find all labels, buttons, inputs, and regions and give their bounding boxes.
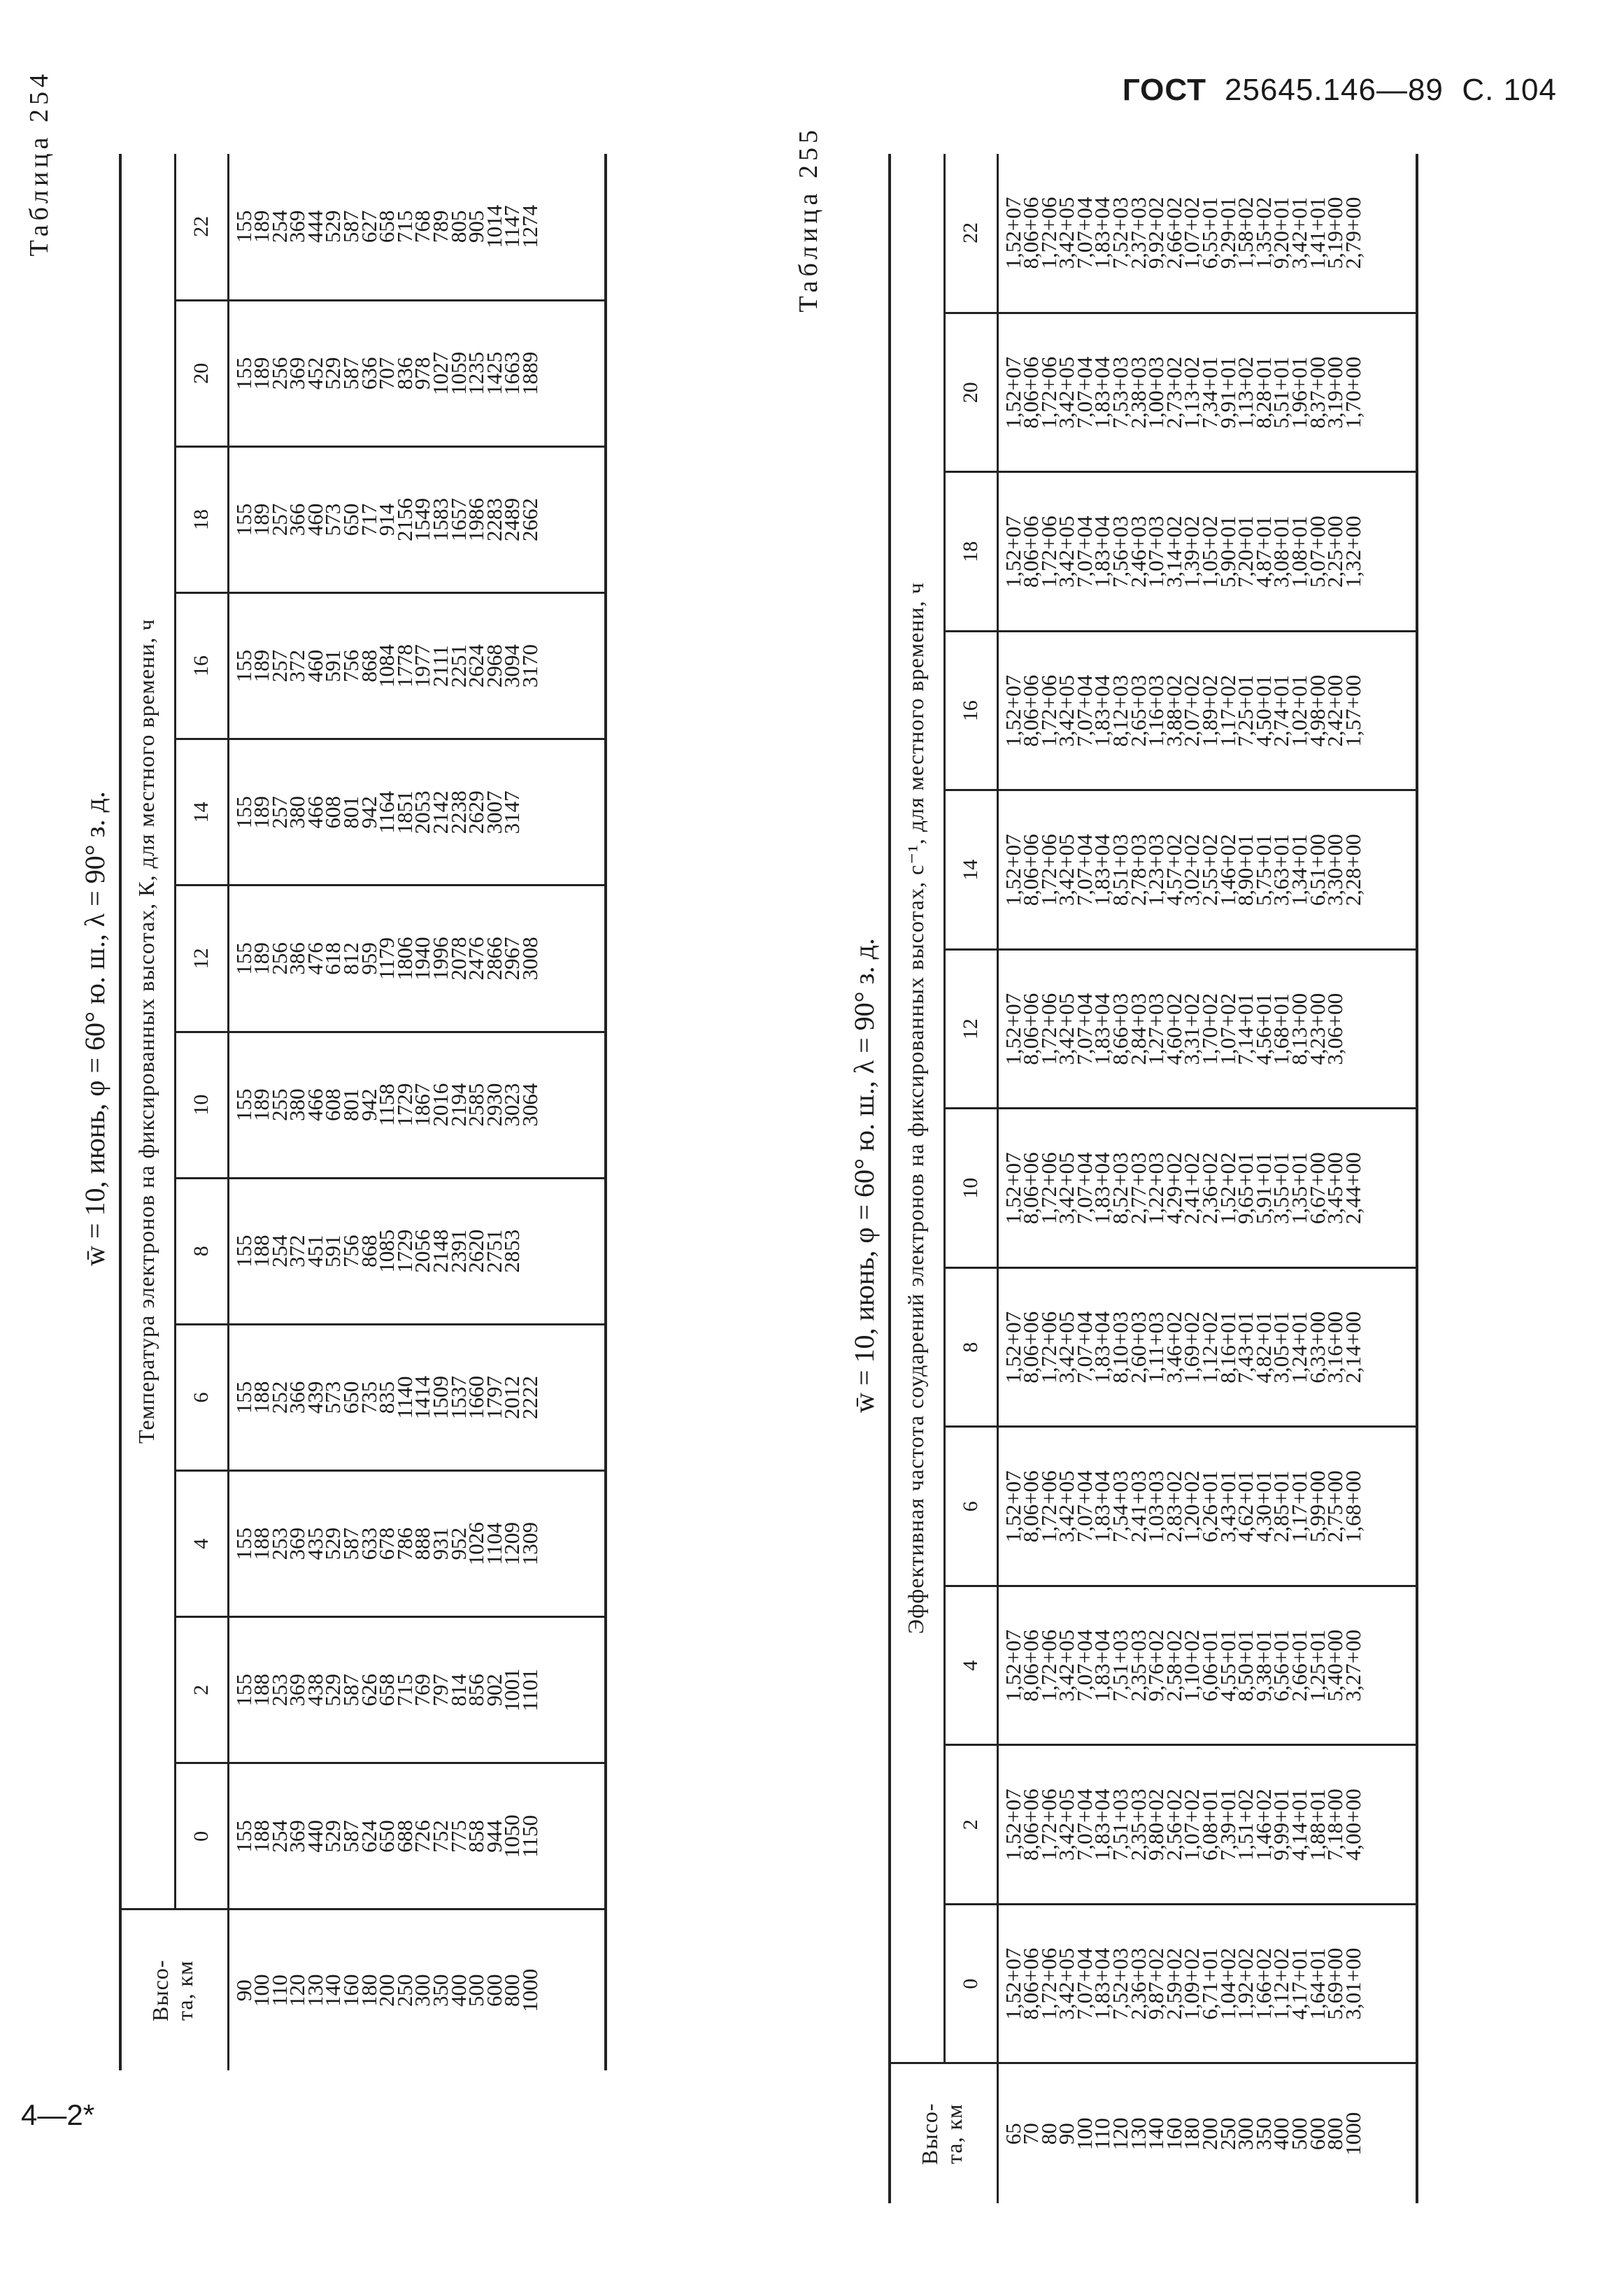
hour-header: 0 — [944, 1905, 997, 2064]
value-column: 1,52+07 8,06+06 1,72+06 3,42+05 7,07+04 1,83+04 7,51+03 2,35+03 9,76+02 2,58+02 1,10+02 6,06+01 4,55+01 8,50+01 9,38+01 6,56+01 2,66+01 1,25+01 5,40+00 3,27+00 — [997, 1586, 1417, 1746]
table-title: Температура электронов на фиксированных высотах, К, для местного времени, ч — [119, 154, 175, 1909]
hour-header: 20 — [175, 300, 228, 446]
value-column: 1,52+07 8,06+06 1,72+06 3,42+05 7,07+04 1,83+04 7,54+03 2,41+03 1,03+03 2,83+02 1,20+02 6,26+01 3,43+01 4,62+01 4,30+01 2,85+01 1,17+01 5,99+00 2,75+00 1,68+00 — [997, 1427, 1417, 1586]
hour-header: 16 — [175, 593, 228, 739]
hour-header: 4 — [175, 1471, 228, 1617]
value-column: 1,52+07 8,06+06 1,72+06 3,42+05 7,07+04 1,83+04 7,52+03 2,36+03 9,87+02 2,59+02 1,09+02 6,71+01 1,04+02 1,92+02 1,66+02 1,12+02 4,17+01 1,64+01 5,69+00 3,01+00 — [997, 1905, 1417, 2064]
hour-header: 10 — [944, 1109, 997, 1268]
value-column: 1,52+07 8,06+06 1,72+06 3,42+05 7,07+04 1,83+04 7,52+03 2,37+03 9,92+02 2,66+02 1,07+02 6,55+01 9,29+01 1,58+02 1,35+02 9,20+01 3,42+01 1,41+01 5,19+00 2,79+00 — [997, 154, 1417, 313]
altitude-header: Высо- та, км — [119, 1909, 228, 2070]
value-column: 155 189 257 380 466 608 801 942 1164 1851 2053 2142 2238 2629 3007 3147 — [228, 739, 606, 885]
table-255-block — [769, 0, 1624, 2276]
hour-header: 22 — [944, 154, 997, 313]
table-255-condition: w̄ = 10, июнь, φ = 60° ю. ш., λ = 90° з. д. — [848, 938, 880, 1413]
value-column: 1,52+07 8,06+06 1,72+06 3,42+05 7,07+04 1,83+04 8,12+03 2,65+03 1,16+03 3,88+02 2,07+02 1,89+02 1,17+02 7,25+01 4,50+01 2,74+01 1,02+01 4,98+00 2,42+00 1,57+00 — [997, 632, 1417, 791]
altitude-column: 65 70 80 90 100 110 120 130 140 160 180 200 250 300 350 400 500 600 800 1000 — [997, 2063, 1417, 2203]
table-title: Эффективная частота соударений электронов на фиксированных высотах, с⁻¹, для местного времени, ч — [888, 154, 944, 2063]
hour-header: 6 — [175, 1324, 228, 1470]
value-column: 155 188 253 369 438 529 587 626 658 715 769 797 814 856 902 1001 1101 — [228, 1617, 606, 1763]
hour-header: 12 — [944, 950, 997, 1109]
hour-header: 22 — [175, 154, 228, 300]
value-column: 155 189 257 366 460 573 650 717 914 2156 1549 1583 1657 1986 2283 2489 2662 — [228, 446, 606, 592]
value-column: 1,52+07 8,06+06 1,72+06 3,42+05 7,07+04 1,83+04 8,51+03 2,78+03 1,23+03 4,57+02 3,02+02 2,55+02 1,46+02 8,90+01 5,75+01 3,63+01 1,34+01 6,51+00 3,30+00 2,28+00 — [997, 790, 1417, 950]
value-column: 155 189 255 380 466 608 801 942 1158 1729 1867 2016 2194 2585 2930 3023 3064 — [228, 1032, 606, 1178]
hour-header: 6 — [944, 1427, 997, 1586]
value-column: 1,52+07 8,06+06 1,72+06 3,42+05 7,07+04 1,83+04 7,56+03 2,46+03 1,07+03 3,14+02 1,39+02 1,05+02 5,90+01 7,20+01 4,87+01 3,08+01 1,08+01 5,07+00 2,25+00 1,32+00 — [997, 472, 1417, 632]
hour-header: 16 — [944, 632, 997, 791]
table-254-block — [0, 0, 769, 2276]
hour-header: 18 — [175, 446, 228, 592]
hour-header: 4 — [944, 1586, 997, 1746]
hour-header: 18 — [944, 472, 997, 632]
hour-header: 0 — [175, 1763, 228, 1909]
hour-header: 8 — [944, 1268, 997, 1428]
table-255-label: Таблица 255 — [794, 126, 823, 313]
hour-header: 8 — [175, 1178, 228, 1324]
value-column: 155 189 256 386 476 618 812 959 1179 1806 1940 1996 2078 2476 2866 2967 3008 — [228, 885, 606, 1032]
value-column: 155 189 254 369 444 529 587 627 658 715 768 789 805 905 1014 1147 1274 — [228, 154, 606, 300]
hour-header: 10 — [175, 1032, 228, 1178]
altitude-header: Высо- та, км — [888, 2063, 997, 2203]
hour-header: 2 — [175, 1617, 228, 1763]
value-column: 155 188 253 369 435 529 587 633 678 786 888 931 952 1026 1104 1209 1309 — [228, 1471, 606, 1617]
value-column: 1,52+07 8,06+06 1,72+06 3,42+05 7,07+04 1,83+04 8,10+03 2,60+03 1,11+03 3,46+02 1,69+02 1,12+02 8,16+01 7,43+01 4,82+01 3,05+01 1,24+01 6,33+00 3,16+00 2,14+00 — [997, 1268, 1417, 1428]
table-254-label: Таблица 254 — [24, 70, 54, 257]
value-column: 1,52+07 8,06+06 1,72+06 3,42+05 7,07+04 1,83+04 7,53+03 2,38+03 1,00+03 2,73+02 1,13+02 7,34+01 9,91+01 1,13+02 8,28+01 5,51+01 1,96+01 8,37+00 3,19+00 1,70+00 — [997, 313, 1417, 473]
footer-mark: 4—2* — [21, 2098, 95, 2131]
altitude-column: 90 100 110 120 130 140 160 180 200 250 300 350 400 500 600 800 1000 — [228, 1909, 606, 2070]
header-page: С. 104 — [1462, 73, 1557, 107]
header-number: 25645.146—89 — [1224, 73, 1444, 107]
hour-header: 20 — [944, 313, 997, 473]
value-column: 155 188 254 372 451 591 756 868 1085 1729 2056 2148 2391 2620 2751 2853 — [228, 1178, 606, 1324]
table-254-condition: w̄ = 10, июнь, φ = 60° ю. ш., λ = 90° з. д. — [79, 791, 111, 1266]
value-column: 155 189 256 369 452 529 587 636 707 836 978 1027 1059 1235 1425 1663 1889 — [228, 300, 606, 446]
table-255 — [888, 154, 1418, 2203]
header-code: ГОСТ — [1122, 73, 1206, 107]
value-column: 1,52+07 8,06+06 1,72+06 3,42+05 7,07+04 1,83+04 8,66+03 2,84+03 1,27+03 4,60+02 3,31+02 1,70+02 1,07+02 7,14+01 4,56+01 1,68+01 8,13+00 4,23+00 3,06+00 — [997, 950, 1417, 1109]
value-column: 155 188 252 366 439 573 650 735 835 1140 1414 1509 1537 1660 1797 2012 2222 — [228, 1324, 606, 1470]
hour-header: 12 — [175, 885, 228, 1032]
hour-header: 14 — [175, 739, 228, 885]
value-column: 1,52+07 8,06+06 1,72+06 3,42+05 7,07+04 1,83+04 7,51+03 2,35+03 9,80+02 2,56+02 1,07+02 6,08+01 7,39+01 1,51+02 1,46+02 9,99+01 4,14+01 1,88+01 7,18+00 4,00+00 — [997, 1745, 1417, 1905]
value-column: 155 188 254 369 440 529 587 624 650 688 726 752 775 858 944 1050 1150 — [228, 1763, 606, 1909]
value-column: 155 189 257 372 460 591 756 868 1084 1778 1977 2111 2251 2624 2968 3094 3170 — [228, 593, 606, 739]
hour-header: 2 — [944, 1745, 997, 1905]
hour-header: 14 — [944, 790, 997, 950]
table-254 — [119, 154, 607, 2070]
value-column: 1,52+07 8,06+06 1,72+06 3,42+05 7,07+04 1,83+04 8,52+03 2,77+03 1,22+03 4,29+02 2,41+02 2,36+02 1,52+02 9,65+01 5,91+01 3,55+01 1,35+01 6,67+00 3,45+00 2,44+00 — [997, 1109, 1417, 1268]
